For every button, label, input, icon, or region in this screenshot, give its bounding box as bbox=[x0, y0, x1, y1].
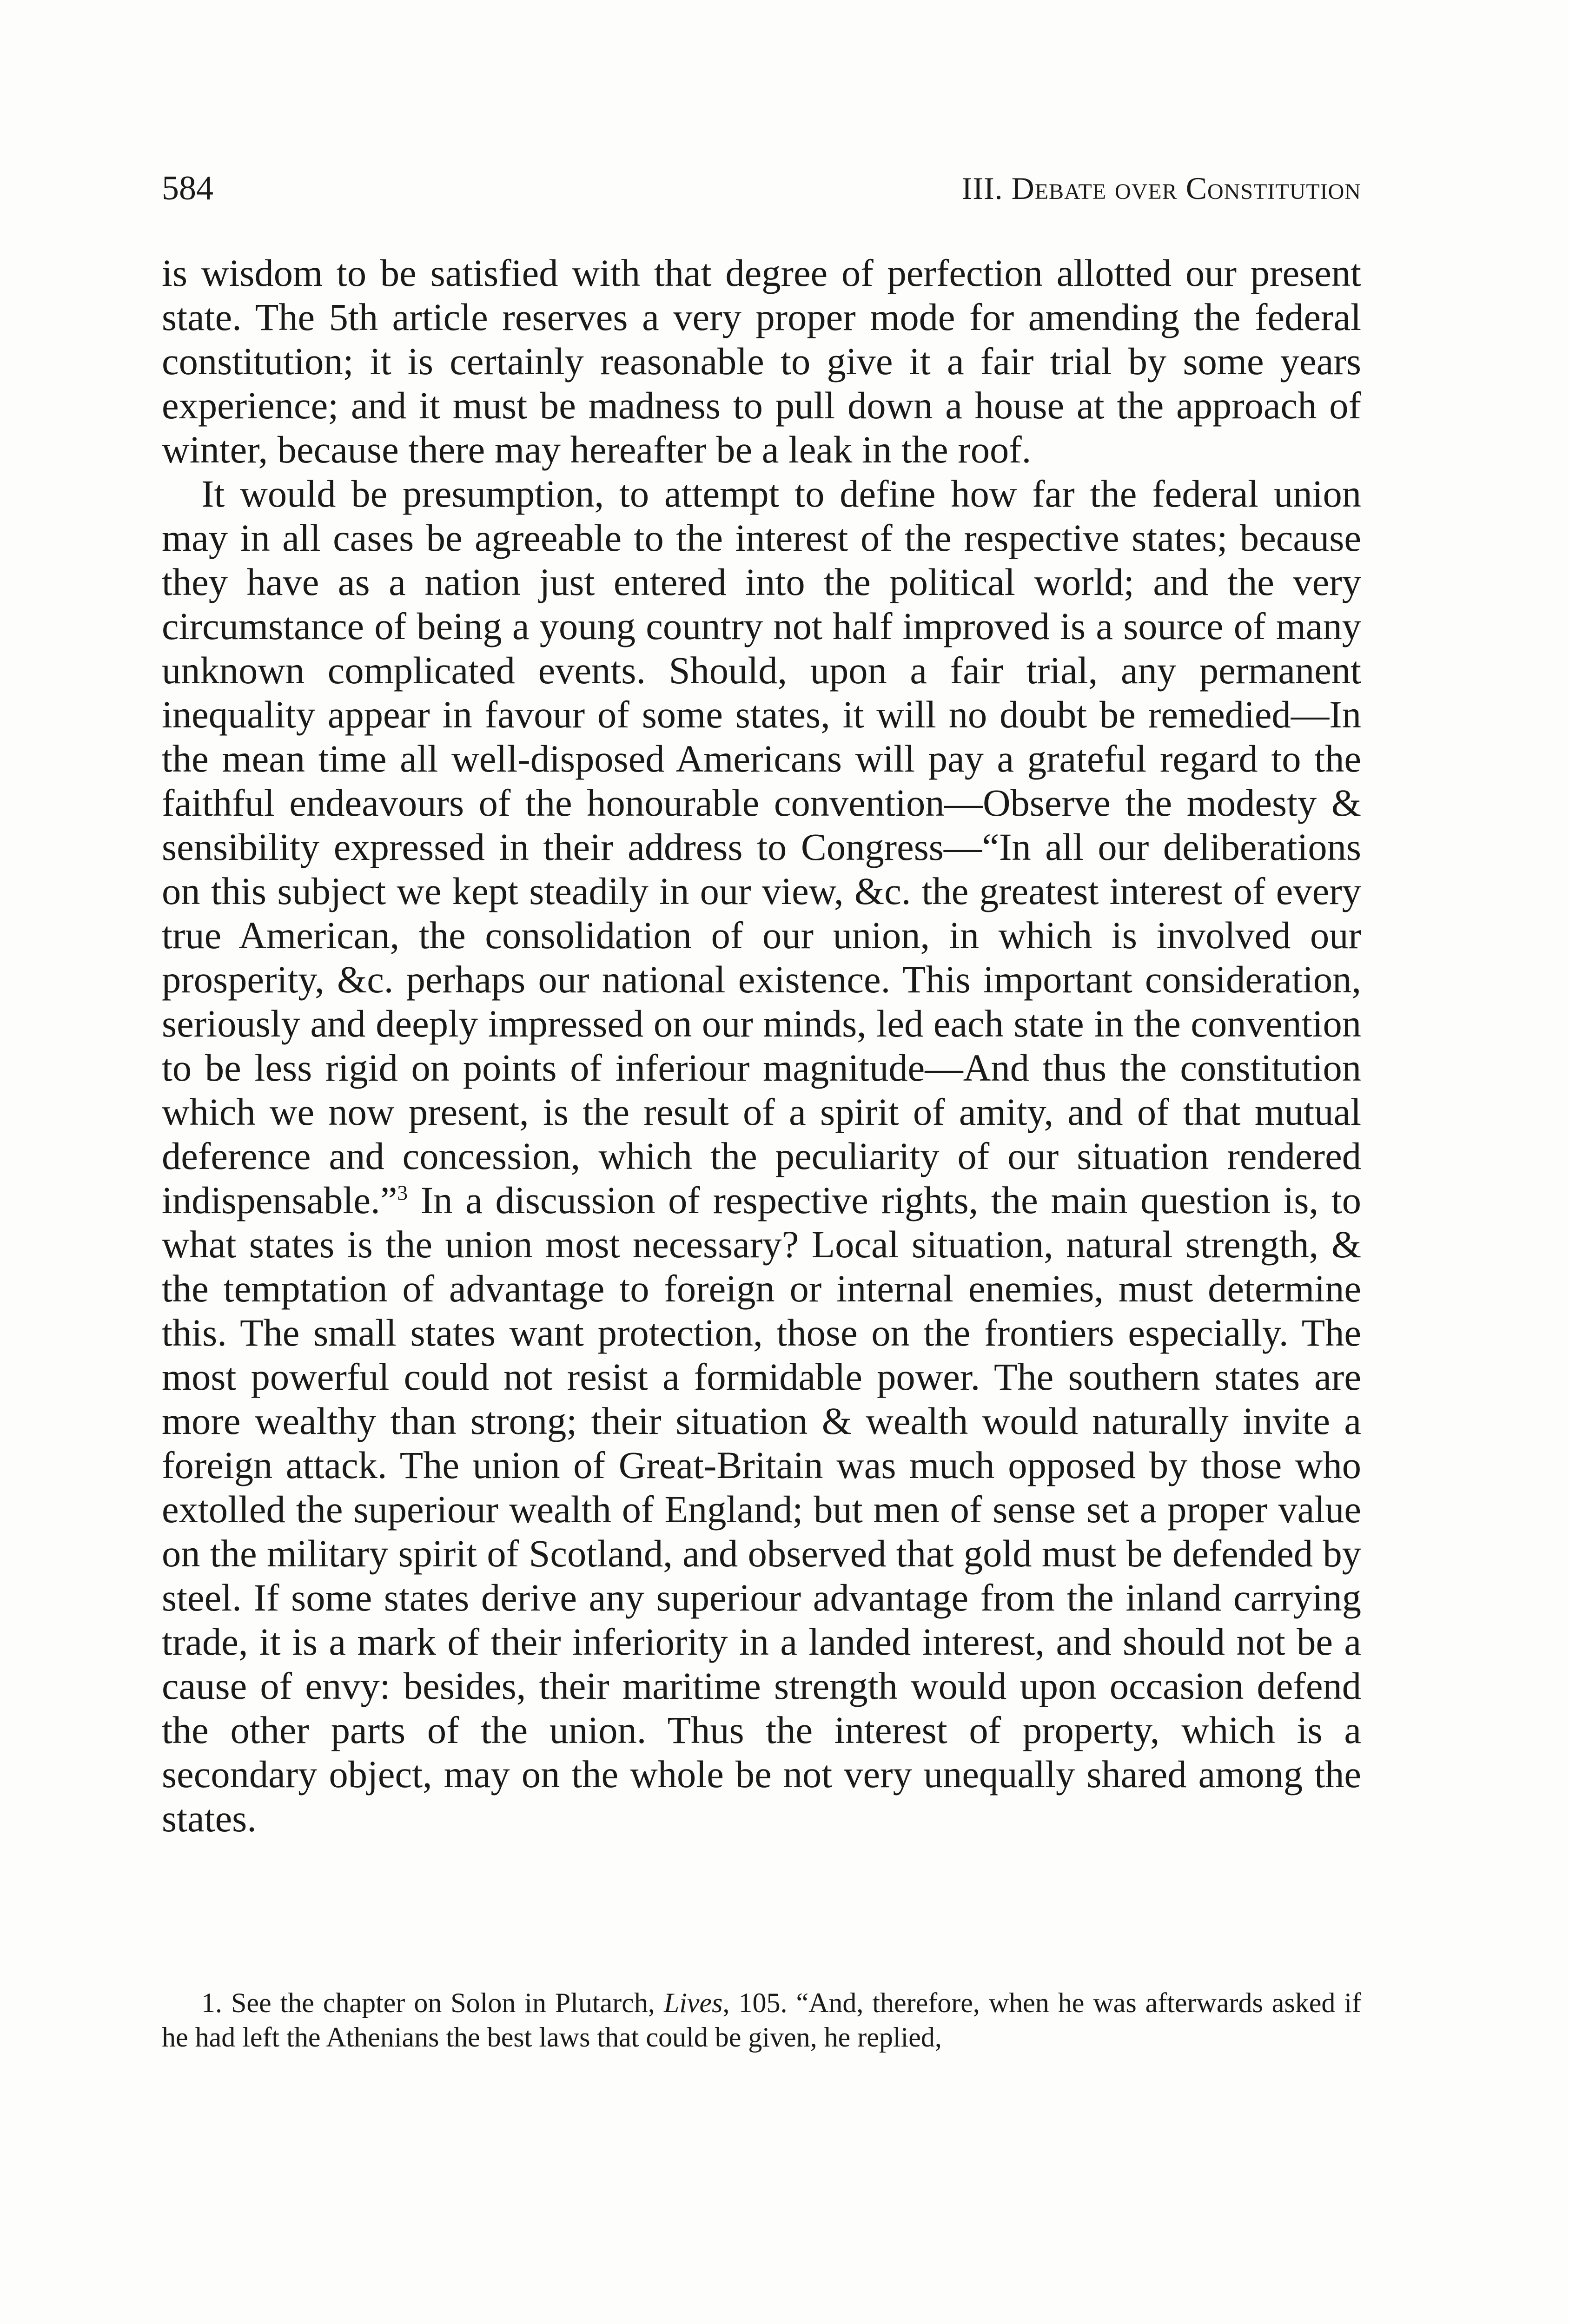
running-head: III. Debate over Constitution bbox=[961, 171, 1361, 206]
footnotes bbox=[162, 1986, 1361, 2054]
footnote-1 bbox=[162, 1986, 1361, 2054]
footnote-text: , 105. “And, therefore, when he was afterwards asked if he had left the Athenians the best laws that could be given, he replied, bbox=[162, 1987, 1362, 2053]
body-text bbox=[162, 251, 1361, 1841]
paragraph-text: In a discussion of respective rights, the main question is, to what states is the union most necessary? Local situation, natural strength, & the temptation of advantage to foreign or internal enemies, must determine this. The small states want protection, those on the frontiers especially. The most powerful could not resist a formidable power. The southern states are more wealthy than strong; their situation & wealth would naturally invite a foreign attack. The union of Great-Britain was much opposed by those who extolled the superiour wealth of England; but men of sense set a proper value on the military spirit of Scotland, and observed that gold must be defended by steel. If some states derive any superiour advantage from the inland carrying trade, it is a mark of their inferiority in a landed interest, and should not be a cause of envy: besides, their maritime strength would upon occasion defend the other parts of the union. Thus the interest of property, which is a secondary object, may on the whole be not very unequally shared among the states. bbox=[162, 1179, 1361, 1840]
page-number: 584 bbox=[162, 169, 213, 207]
page-header bbox=[162, 163, 1361, 214]
footnote-text: 1. See the chapter on Solon in Plutarch, bbox=[201, 1987, 664, 2018]
paragraph-continued: is wisdom to be satisfied with that degree of perfection allotted our present state. The 5th article reserves a very proper mode for amending the federal constitution; it is certainly reasonable to give it a fair trial by some years experience; and it must be madness to pull down a house at the approach of winter, because there may hereafter be a leak in the roof. bbox=[162, 251, 1361, 471]
footnote-italic-title: Lives bbox=[663, 1987, 723, 2018]
paragraph-text: It would be presumption, to attempt to define how far the federal union may in all cases be agreeable to the interest of the respective states; because they have as a nation just entered into the political world; and the very circumstance of being a young country not half improved is a source of many unknown complicated events. Should, upon a fair trial, any permanent inequality appear in favour of some states, it will no doubt be remedied—In the mean time all well-disposed Americans will pay a grateful regard to the faithful endeavours of the honourable convention—Observe the modesty & sensibility expressed in their address to Congress—“In all our deliberations on this subject we kept steadily in our view, &c. the greatest interest of every true American, the consolidation of our union, in which is involved our prosperity, &c. perhaps our national existence. This important consideration, seriously and deeply impressed on our minds, led each state in the convention to be less rigid on points of inferiour magnitude—And thus the constitution which we now present, is the result of a spirit of amity, and of that mutual deference and concession, which the peculiarity of our situation rendered indispensable.” bbox=[162, 472, 1361, 1221]
paragraph bbox=[162, 472, 1361, 1841]
footnote-reference: 3 bbox=[397, 1181, 408, 1205]
